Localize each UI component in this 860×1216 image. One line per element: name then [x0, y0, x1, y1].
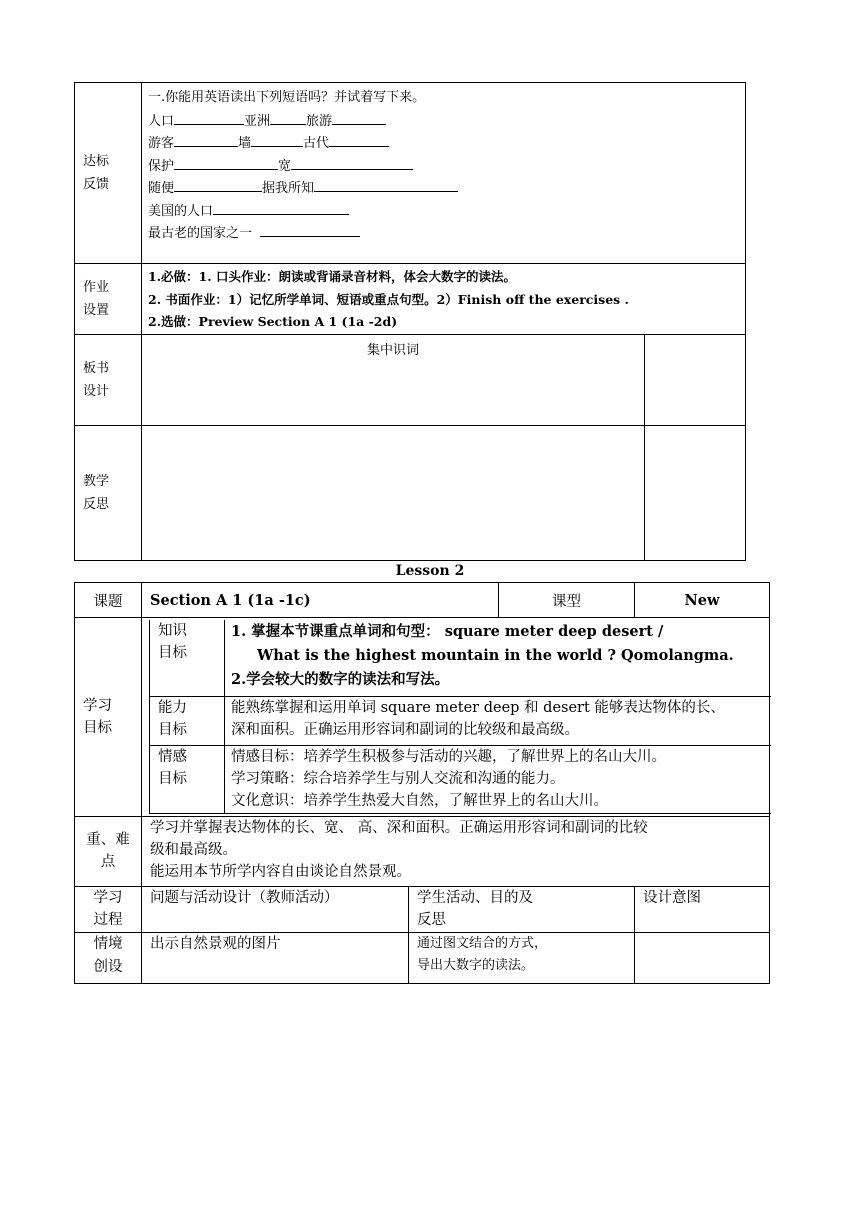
answer-blank[interactable] — [174, 155, 278, 170]
goals-content — [142, 618, 770, 817]
feedback-row-4: 随便 据我所知 — [142, 177, 745, 200]
knowledge-content — [225, 620, 771, 696]
goals-label-line2: 目标 — [83, 719, 112, 736]
board-label — [75, 334, 142, 425]
emotion-content — [225, 745, 771, 813]
knowledge-label-line1: 知识 — [158, 623, 187, 639]
answer-blank[interactable] — [174, 110, 244, 125]
ability-label-line2: 目标 — [158, 721, 187, 738]
homework-line-2: 2. 书面作业：1）记忆所学单词、短语或重点句型。2）Finish off the exercises . — [148, 291, 629, 307]
homework-line-3: 2.选做：Preview Section A 1 (1a -2d) — [148, 314, 398, 329]
board-heading: 集中识词 — [366, 342, 419, 358]
answer-blank[interactable] — [213, 200, 349, 215]
scene-col2-line1: 通过图文结合的方式， — [417, 935, 548, 951]
scene-col3 — [635, 932, 770, 983]
answer-blank[interactable] — [260, 222, 360, 237]
homework-label-line1: 作业 — [83, 279, 110, 295]
emotion-label — [150, 745, 225, 813]
lesson-title: Lesson 2 — [395, 563, 465, 579]
ability-line-2: 深和面积。正确运用形容词和副词的比较级和最高级。 — [231, 721, 579, 738]
answer-blank[interactable] — [174, 177, 262, 192]
lesson-table — [74, 582, 770, 984]
homework-label-line2: 设置 — [83, 302, 110, 318]
process-col1: 问题与活动设计（教师活动） — [142, 886, 409, 932]
process-label — [75, 886, 142, 932]
feedback-row-3: 保护 宽 — [142, 155, 745, 178]
ability-label — [150, 696, 225, 745]
feedback-title: 一.你能用英语读出下列短语吗？并试着写下来。 — [148, 90, 426, 105]
knowledge-line-2: What is the highest mountain in the world ? Qomolangma. — [257, 647, 734, 664]
answer-blank[interactable] — [332, 110, 386, 125]
goals-label — [75, 618, 142, 817]
feedback-row-1: 人口 亚洲 旅游 — [142, 110, 745, 133]
key-label — [75, 816, 142, 886]
answer-blank[interactable] — [270, 110, 306, 125]
feedback-row-2: 游客 墙 古代 — [142, 132, 745, 155]
ability-label-line1: 能力 — [158, 699, 187, 716]
feedback-label-line2: 反馈 — [83, 177, 110, 192]
emotion-line-3: 文化意识：培养学生热爱大自然，了解世界上的名山大川。 — [231, 792, 608, 809]
answer-blank[interactable] — [329, 132, 389, 147]
homework-label — [75, 264, 142, 335]
feedback-label-line1: 达标 — [83, 154, 110, 169]
feedback-row-6: 最古老的国家之一 — [142, 222, 745, 245]
key-line-1: 学习并掌握表达物体的长、宽、 高、深和面积。正确运用形容词和副词的比较 — [150, 819, 648, 836]
key-line-2: 级和最高级。 — [150, 841, 237, 858]
ability-content — [225, 696, 771, 745]
goals-label-line1: 学习 — [83, 697, 112, 714]
type-label: 课型 — [499, 583, 635, 618]
topic-label: 课题 — [75, 583, 142, 618]
board-main — [142, 334, 645, 425]
scene-label — [75, 932, 142, 983]
process-col2 — [409, 886, 635, 932]
topic-value: Section A 1 (1a -1c) — [142, 583, 499, 618]
process-col2-line2: 反思 — [417, 911, 446, 928]
feedback-table — [74, 82, 746, 561]
process-label-line2: 过程 — [93, 911, 123, 928]
scene-col2 — [409, 932, 635, 983]
board-side — [645, 334, 746, 425]
knowledge-label — [150, 620, 225, 696]
knowledge-line-1: 1. 掌握本节课重点单词和句型： square meter deep desert / — [231, 623, 664, 640]
type-value: New — [635, 583, 770, 618]
answer-blank[interactable] — [314, 177, 458, 192]
scene-col2-line2: 导出大数字的读法。 — [417, 957, 535, 973]
key-content — [142, 816, 770, 886]
answer-blank[interactable] — [174, 132, 238, 147]
ability-line-1: 能熟练掌握和运用单词 square meter deep 和 desert 能够表达物体的长、 — [231, 699, 725, 716]
key-label-line2: 点 — [100, 854, 116, 870]
feedback-content — [142, 83, 746, 264]
feedback-row-5: 美国的人口 — [142, 200, 745, 223]
reflection-side — [645, 425, 746, 560]
key-line-3: 能运用本节所学内容自由谈论自然景观。 — [150, 863, 411, 880]
knowledge-label-line2: 目标 — [158, 645, 187, 661]
homework-line-1: 1.必做：1. 口头作业：朗读或背诵录音材料，体会大数字的读法。 — [148, 269, 516, 284]
scene-label-line2: 创设 — [93, 958, 123, 975]
reflection-label-line1: 教学 — [83, 473, 110, 489]
goals-inner-table — [149, 620, 771, 814]
feedback-label — [75, 83, 142, 264]
scene-label-line1: 情境 — [93, 935, 123, 952]
emotion-line-2: 学习策略：综合培养学生与别人交流和沟通的能力。 — [231, 770, 565, 787]
emotion-label-line2: 目标 — [158, 770, 187, 787]
knowledge-line-3: 2.学会较大的数字的读法和写法。 — [231, 671, 450, 688]
process-col2-line1: 学生活动、目的及 — [417, 889, 533, 906]
reflection-label-line2: 反思 — [83, 496, 110, 512]
board-label-line1: 板书 — [83, 360, 110, 376]
scene-col1: 出示自然景观的图片 — [142, 932, 409, 983]
answer-blank[interactable] — [251, 132, 303, 147]
homework-content — [142, 264, 746, 335]
emotion-label-line1: 情感 — [158, 748, 187, 765]
process-col3: 设计意图 — [635, 886, 770, 932]
board-label-line2: 设计 — [83, 383, 110, 399]
process-label-line1: 学习 — [93, 889, 123, 906]
key-label-line1: 重、难 — [86, 832, 130, 848]
reflection-label — [75, 425, 142, 560]
emotion-line-1: 情感目标：培养学生积极参与活动的兴趣，了解世界上的名山大川。 — [231, 748, 666, 765]
reflection-main — [142, 425, 645, 560]
answer-blank[interactable] — [291, 155, 413, 170]
